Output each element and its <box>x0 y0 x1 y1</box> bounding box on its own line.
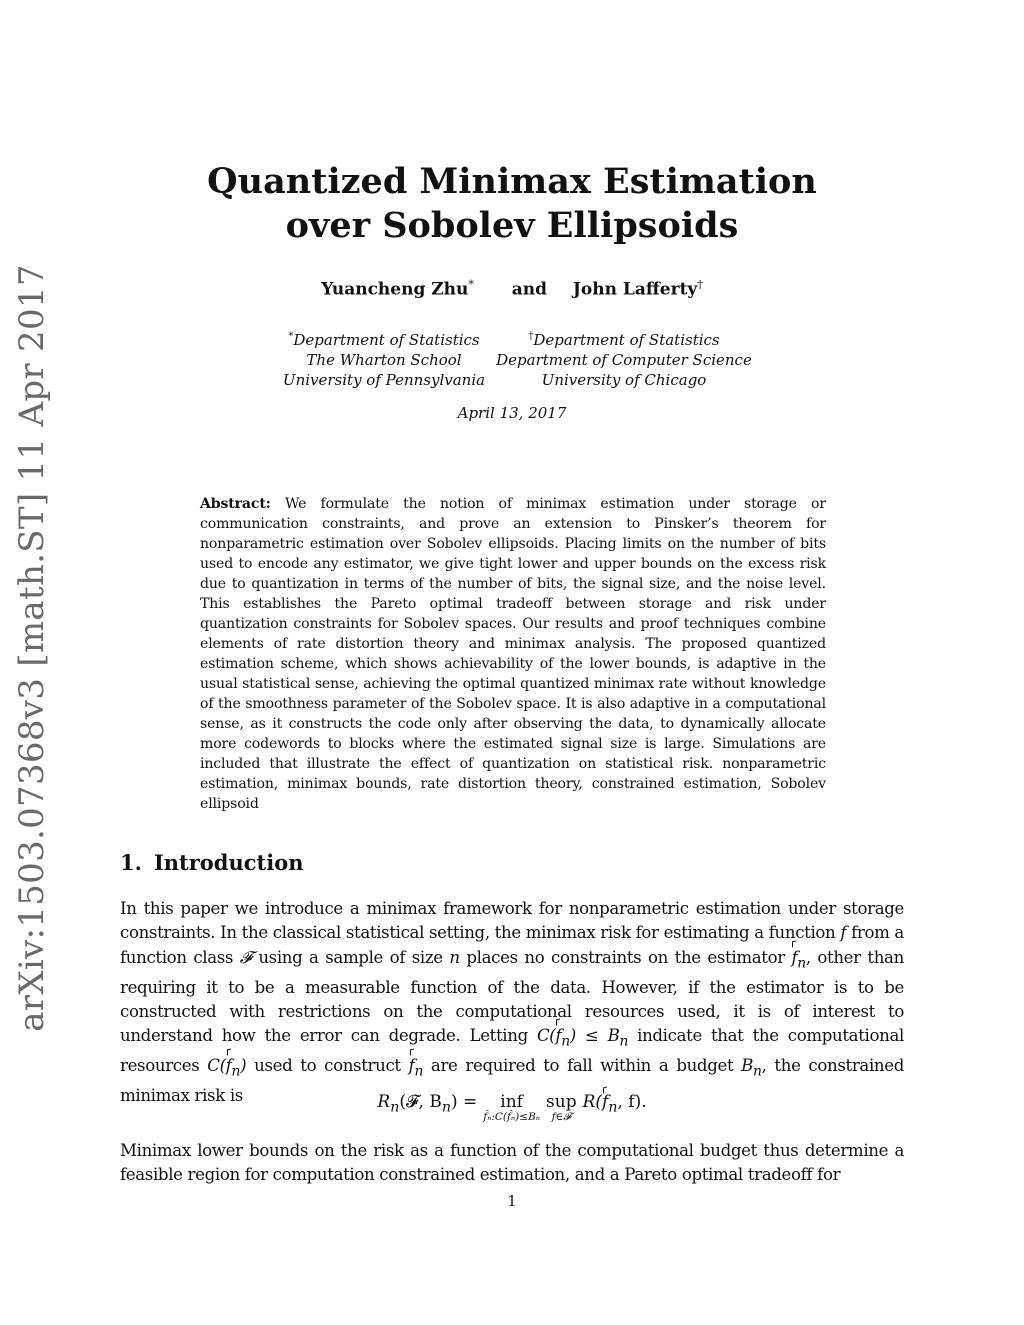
p1-text-4: places no constraints on the estimator <box>466 947 785 967</box>
eq-sup-limit: f∈𝓕 <box>551 1111 572 1123</box>
affiliation-right-line-2: Department of Computer Science <box>496 351 752 369</box>
title-line-2: over Sobolev Ellipsoids <box>285 205 739 246</box>
math-estimator-4: f <box>408 1056 415 1076</box>
author-1-mark: * <box>468 278 474 291</box>
title-line-1: Quantized Minimax Estimation <box>207 161 817 202</box>
math-function-class: 𝓕 <box>239 947 252 967</box>
p1-text-1: In this paper we introduce a minimax framework for nonparametric estimation under storage constraints. In the classical statistical setting, the minimax risk for estimating a function <box>120 899 904 943</box>
eq-lhs: R <box>377 1092 391 1112</box>
p1-text-9: , the constrained minimax risk is <box>120 1056 904 1105</box>
page-number: 1 <box>507 1192 517 1210</box>
math-f: f <box>840 923 847 943</box>
eq-lhs-args: (𝓕, B <box>399 1092 442 1112</box>
math-estimator-3: f <box>225 1056 232 1076</box>
p1-text-8: are required to fall within a budget <box>430 1056 734 1076</box>
eq-rhs-close: , f). <box>617 1092 647 1112</box>
math-estimator-2: f <box>555 1026 562 1046</box>
author-2: John Lafferty <box>572 279 698 300</box>
p1-text-5: , other than requiring it to be a measurable function of the data. However, if the estimator is to be constructed with restrictions on the computational resources used, it is of interest to understand how the error can degrade. Letting <box>120 947 904 1046</box>
math-c2-open: C( <box>207 1056 226 1076</box>
author-2-mark: † <box>697 278 703 291</box>
affiliation-right-mark: † <box>528 331 534 342</box>
eq-sup-operator: sup f∈𝓕 <box>546 1092 577 1123</box>
p1-text-3: using a sample of size <box>258 947 443 967</box>
p1-text-7: used to construct <box>254 1056 401 1076</box>
intro-paragraph-1: In this paper we introduce a minimax framework for nonparametric estimation under storage constraints. In the classical statistical setting, the minimax risk for estimating a function f from a function class 𝓕 using a sample of size n places no constraints on the estimator $f_n$, other than requiring it to be a measurable function of the data. However, if the estimator is to be constructed with restrictions on the computational resources used, it is of interest to understand how the error can degrade. Letting $C(f_n) \le B_n$ indicate that the computational resources $C(f_n)$ used to construct $f_n$ are required to fall within a budget $B_n$, the constrained minimax risk is <box>120 899 904 1105</box>
affiliation-left-line-2: The Wharton School <box>306 351 462 369</box>
affiliation-right <box>496 327 752 390</box>
math-budget: B <box>741 1056 754 1076</box>
affiliation-left-mark: * <box>288 331 294 342</box>
math-estimator-sub: n <box>797 955 806 972</box>
abstract <box>200 494 826 814</box>
display-equation: $R_n(𝓕$, $B_n$) = inf f̂ₙ:C(f̂ₙ)≤Bₙ sup f∈𝓕 $R(f_n$, f). <box>377 1092 647 1123</box>
p1-text-2: from a function class <box>120 923 904 967</box>
affiliation-left-line-3: University of Pennsylvania <box>282 371 486 389</box>
math-c2-close: ) <box>240 1056 247 1076</box>
arxiv-stamp-text: arXiv:1503.07368v3 [math.ST] 11 Apr 2017 <box>12 264 52 1032</box>
author-1: Yuancheng Zhu <box>321 279 469 300</box>
author-conjunction: and <box>511 279 548 300</box>
math-c-close: ) ≤ B <box>569 1026 620 1046</box>
abstract-text: We formulate the notion of minimax estimation under storage or communication constraints, and prove an extension to Pinsker’s theorem for nonparametric estimation over Sobolev ellipsoids. Placing limits on the number of bits used to encode any estimator, we give tight lower and upper bounds on the excess risk due to quantization in terms of the number of bits, the signal size, and the noise level. This establishes the Pareto optimal tradeoff between storage and risk under quantization constraints for Sobolev spaces. Our results and proof techniques combine elements of rate distortion theory and minimax analysis. The proposed quantized estimation scheme, which shows achievability of the lower bounds, is adaptive in the usual statistical sense, achieving the optimal quantized minimax rate without knowledge of the smoothness parameter of the Sobolev space. It is also adaptive in a computational sense, as it constructs the code only after observing the data, to dynamically allocate more codewords to blocks where the estimated signal size is large. Simulations are included that illustrate the effect of quantization on statistical risk. nonparametric estimation, minimax bounds, rate distortion theory, constrained estimation, Sobolev ellipsoid <box>200 496 826 812</box>
eq-inf-operator: inf f̂ₙ:C(f̂ₙ)≤Bₙ <box>483 1092 541 1123</box>
math-estimator: f <box>791 946 797 970</box>
intro-paragraph-2: Minimax lower bounds on the risk as a function of the computational budget thus determine a feasible region for computation constrained estimation, and a Pareto optimal tradeoff for <box>120 1141 904 1185</box>
eq-lhs-close: ) = <box>450 1092 478 1112</box>
affiliation-left <box>268 327 500 390</box>
arxiv-stamp <box>0 264 64 1032</box>
math-n: n <box>449 947 460 967</box>
author-list <box>120 278 904 300</box>
section-heading <box>120 850 304 875</box>
section-title: Introduction <box>153 850 304 875</box>
paper-date: April 13, 2017 <box>457 404 567 422</box>
affiliation-right-line-1: Department of Statistics <box>533 331 720 349</box>
eq-rhs: R( <box>582 1092 603 1112</box>
eq-inf-limit: f̂ₙ:C(f̂ₙ)≤Bₙ <box>483 1111 541 1123</box>
p1-text-6: indicate that the computational resources <box>120 1026 904 1076</box>
section-number: 1. <box>120 850 142 875</box>
affiliation-right-line-3: University of Chicago <box>541 371 707 389</box>
math-c-open: C( <box>536 1026 556 1046</box>
paper-title <box>120 160 904 248</box>
abstract-label: Abstract: <box>200 496 271 512</box>
affiliation-left-line-1: Department of Statistics <box>293 331 480 349</box>
